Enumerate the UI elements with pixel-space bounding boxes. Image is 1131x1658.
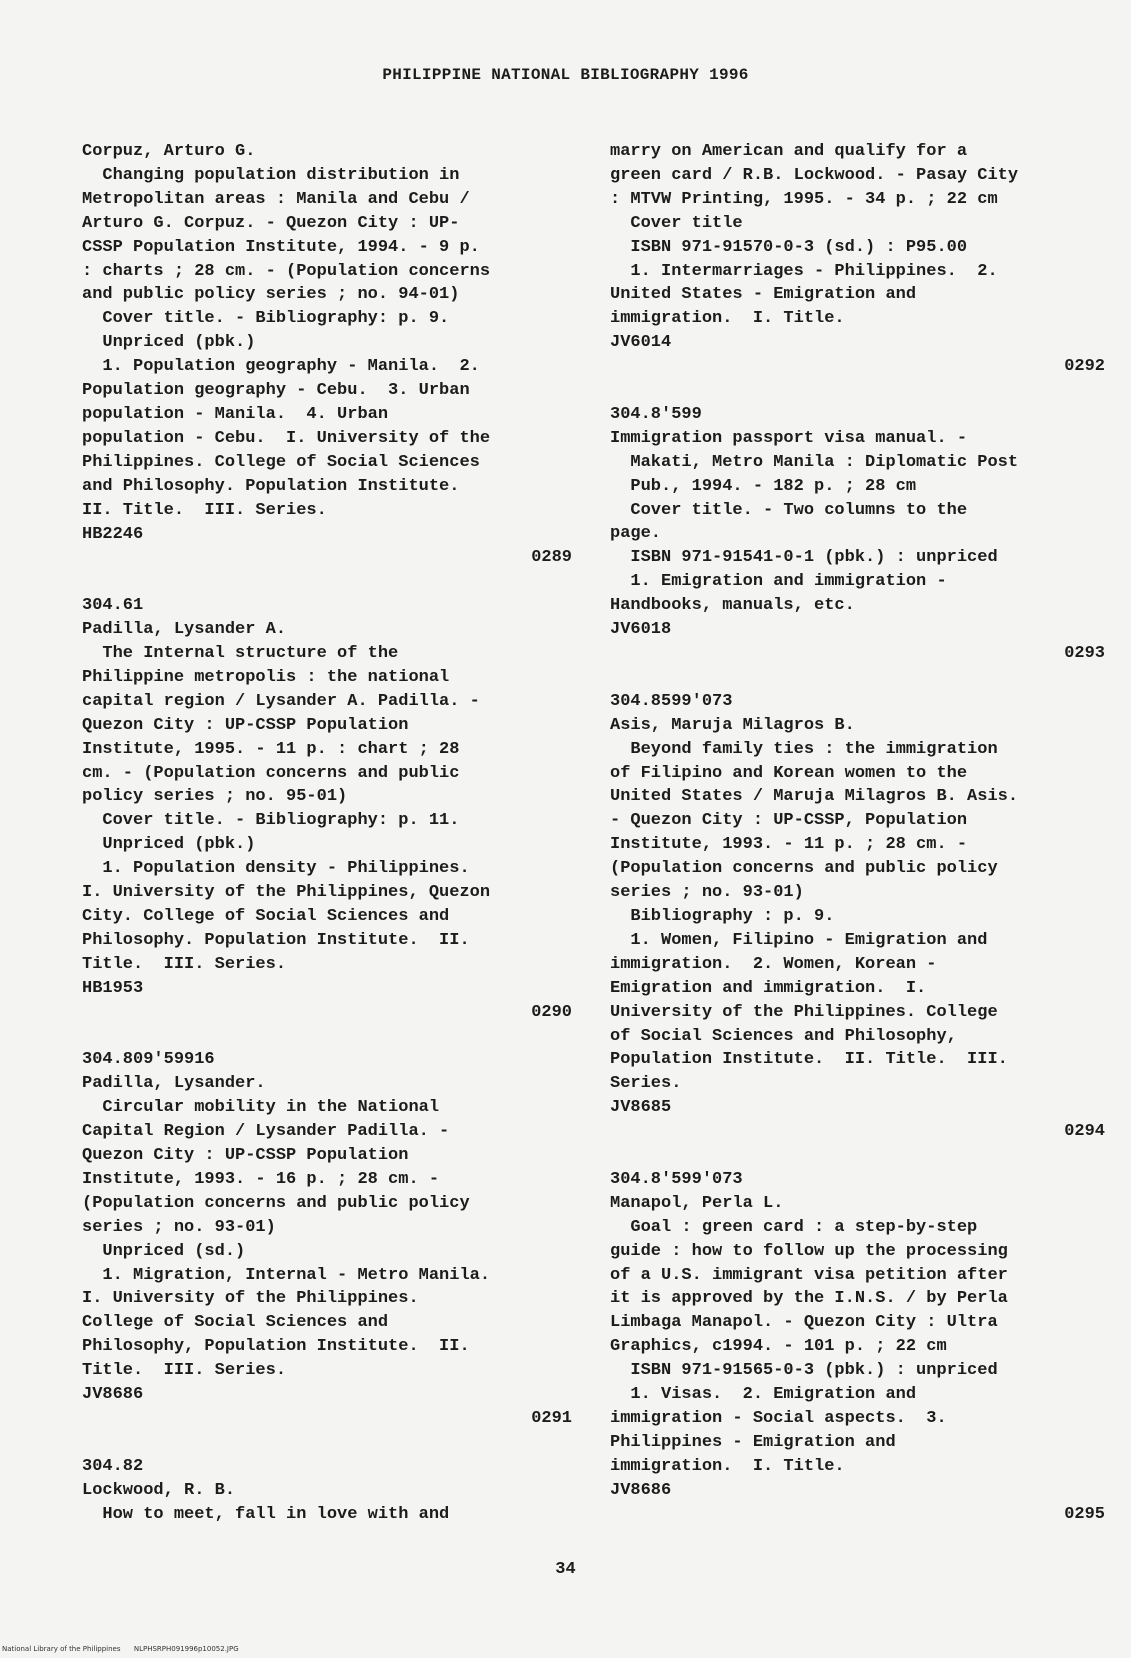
entry-line: population - Manila. 4. Urban [82,404,389,424]
entry-line: Philosophy, Population Institute. II. [82,1337,470,1357]
entry-line: College of Social Sciences and [82,1313,389,1333]
entry-line: 1. Migration, Internal - Metro Manila. [82,1265,491,1285]
entry-line: Cover title. - Two columns to the [610,500,968,520]
entry-number: 0293 [1064,644,1105,664]
entry-line: Philippines - Emigration and [610,1432,896,1452]
bibliography-entry [610,690,1105,1168]
entry-spacer [82,1025,572,1049]
entry-line: JV6018 [610,620,672,640]
entry-line: Beyond family ties : the immigration [610,739,998,759]
entry-line: Unpriced (pbk.) [82,835,256,855]
entry-line: CSSP Population Institute, 1994. - 9 p. [82,237,480,257]
entry-line: Emigration and immigration. I. [610,978,927,998]
bibliography-entry [610,140,1105,403]
entry-line: JV8686 [610,1480,672,1500]
entry-line: Lockwood, R. B. [82,1480,236,1500]
entry-line: immigration. I. Title. [610,309,845,329]
entry-line: United States / Maruja Milagros B. Asis. [610,787,1019,807]
entry-line: population - Cebu. I. University of the [82,428,491,448]
entry-line: policy series ; no. 95-01) [82,787,348,807]
entry-line: : charts ; 28 cm. - (Population concerns [82,261,491,281]
entry-line: Institute, 1995. - 11 p. : chart ; 28 [82,739,460,759]
entry-spacer [610,666,1105,690]
entry-line: Unpriced (sd.) [82,1241,246,1261]
entry-line: 304.809'59916 [82,1050,215,1070]
entry-line: Title. III. Series. [82,1361,287,1381]
entry-line: 304.8599'073 [610,691,733,711]
entry-line: Population geography - Cebu. 3. Urban [82,381,470,401]
entry-number: 0292 [1064,357,1105,377]
entry-line: immigration - Social aspects. 3. [610,1408,947,1428]
entry-line: 1. Intermarriages - Philippines. 2. [610,261,998,281]
scan-footer-note: National Library of the Philippines NLPHSRPH091996p10052.JPG [2,1645,239,1653]
entry-spacer [610,1527,1105,1551]
entry-line: The Internal structure of the [82,644,399,664]
entry-line: Philosophy. Population Institute. II. [82,930,470,950]
entry-line: HB2246 [82,524,144,544]
entry-line: series ; no. 93-01) [610,883,804,903]
entry-line: Series. [610,1074,682,1094]
entry-line: JV8685 [610,1098,672,1118]
entry-line: Pub., 1994. - 182 p. ; 28 cm [610,476,917,496]
entry-line: 304.82 [82,1456,144,1476]
entry-line: Handbooks, manuals, etc. [610,596,855,616]
entry-line: cm. - (Population concerns and public [82,763,460,783]
entry-line: University of the Philippines. College [610,1002,998,1022]
entry-line: capital region / Lysander A. Padilla. - [82,691,480,711]
entry-line: Corpuz, Arturo G. [82,142,256,161]
entry-line: page. [610,524,662,544]
entry-spacer [82,1431,572,1455]
entry-line: Capital Region / Lysander Padilla. - [82,1122,450,1142]
entry-line: Graphics, c1994. - 101 p. ; 22 cm [610,1337,947,1357]
entry-line: guide : how to follow up the processing [610,1241,1008,1261]
entry-line: 1. Visas. 2. Emigration and [610,1385,917,1405]
entry-line: City. College of Social Sciences and [82,906,450,926]
entry-line: 1. Population density - Philippines. [82,859,470,879]
entry-line: : MTVW Printing, 1995. - 34 p. ; 22 cm [610,189,998,209]
entry-line: and public policy series ; no. 94-01) [82,285,460,305]
entry-line: Institute, 1993. - 16 p. ; 28 cm. - [82,1169,440,1189]
bibliography-entry [82,1455,572,1527]
entry-number: 0295 [1064,1504,1105,1524]
bibliography-entry [82,594,572,1048]
entry-line: Circular mobility in the National [82,1098,440,1118]
bibliography-entry [610,403,1105,690]
entry-line: series ; no. 93-01) [82,1217,276,1237]
entry-line: - Quezon City : UP-CSSP, Population [610,811,968,831]
entry-line: (Population concerns and public policy [610,859,998,879]
entry-line: green card / R.B. Lockwood. - Pasay City [610,165,1019,185]
entry-line: Padilla, Lysander A. [82,620,287,640]
entry-line: HB1953 [82,978,144,998]
entry-spacer [82,570,572,594]
entry-line: Cover title. - Bibliography: p. 11. [82,811,460,831]
entry-line: Arturo G. Corpuz. - Quezon City : UP- [82,213,460,233]
entry-line: Population Institute. II. Title. III. [610,1050,1008,1070]
entry-line: Institute, 1993. - 11 p. ; 28 cm. - [610,835,968,855]
entry-line: Quezon City : UP-CSSP Population [82,1146,409,1166]
entry-line: Metropolitan areas : Manila and Cebu / [82,189,470,209]
entry-line: and Philosophy. Population Institute. [82,476,460,496]
entry-spacer [610,379,1105,403]
entry-number: 0291 [531,1409,572,1428]
left-column [82,140,572,1527]
bibliography-entry [610,1168,1105,1550]
entry-line: marry on American and qualify for a [610,142,968,161]
entry-number: 0290 [531,1002,572,1022]
entry-line: 304.61 [82,596,144,616]
entry-line: JV8686 [82,1385,144,1405]
entry-line: 304.8'599'073 [610,1169,743,1189]
entry-line: Title. III. Series. [82,954,287,974]
entry-line: Changing population distribution in [82,165,460,185]
entry-line: Asis, Maruja Milagros B. [610,715,855,735]
entry-line: Bibliography : p. 9. [610,906,835,926]
entry-line: of a U.S. immigrant visa petition after [610,1265,1008,1285]
entry-line: 304.8'599 [610,404,702,424]
entry-line: 1. Population geography - Manila. 2. [82,357,480,377]
entry-line: Quezon City : UP-CSSP Population [82,715,409,735]
entry-line: 1. Women, Filipino - Emigration and [610,930,988,950]
entry-line: ISBN 971-91570-0-3 (sd.) : P95.00 [610,237,968,257]
entry-spacer [610,1144,1105,1168]
right-column [610,140,1105,1550]
entry-line: Philippines. College of Social Sciences [82,452,480,472]
entry-line: Immigration passport visa manual. - [610,428,968,448]
page-title: PHILIPPINE NATIONAL BIBLIOGRAPHY 1996 [382,66,749,84]
entry-line: Cover title [610,213,743,233]
entry-line: I. University of the Philippines, Quezon [82,883,491,903]
entry-line: Unpriced (pbk.) [82,333,256,353]
entry-line: How to meet, fall in love with and [82,1504,450,1524]
entry-line: Manapol, Perla L. [610,1193,784,1213]
entry-line: II. Title. III. Series. [82,500,327,520]
entry-line: of Filipino and Korean women to the [610,763,968,783]
entry-line: of Social Sciences and Philosophy, [610,1026,957,1046]
entry-line: Philippine metropolis : the national [82,667,450,687]
entry-line: I. University of the Philippines. [82,1289,419,1309]
entry-line: 1. Emigration and immigration - [610,572,947,592]
entry-line: JV6014 [610,333,672,353]
entry-line: Padilla, Lysander. [82,1074,266,1094]
entry-line: Cover title. - Bibliography: p. 9. [82,309,450,329]
bibliography-entry [82,140,572,594]
entry-line: it is approved by the I.N.S. / by Perla [610,1289,1008,1309]
entry-line: ISBN 971-91541-0-1 (pbk.) : unpriced [610,548,998,568]
entry-line: Goal : green card : a step-by-step [610,1217,978,1237]
entry-number: 0289 [531,548,572,568]
page-number: 34 [555,1560,576,1579]
entry-line: Limbaga Manapol. - Quezon City : Ultra [610,1313,998,1333]
entry-line: Makati, Metro Manila : Diplomatic Post [610,452,1019,472]
bibliography-entry [82,1048,572,1454]
entry-number: 0294 [1064,1122,1105,1142]
entry-line: (Population concerns and public policy [82,1193,470,1213]
entry-line: United States - Emigration and [610,285,917,305]
entry-line: immigration. I. Title. [610,1456,845,1476]
entry-line: ISBN 971-91565-0-3 (pbk.) : unpriced [610,1361,998,1381]
entry-line: immigration. 2. Women, Korean - [610,954,937,974]
